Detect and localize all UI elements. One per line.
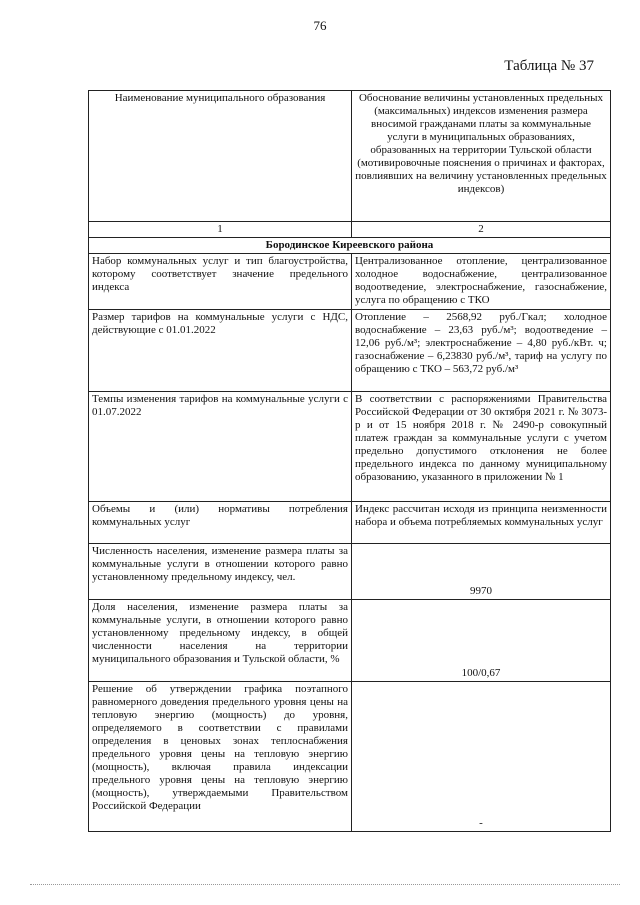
column-number-2: 2 bbox=[352, 222, 611, 238]
row-label: Размер тарифов на коммунальные услуги с НДС, действующие с 01.01.2022 bbox=[89, 309, 352, 391]
table-row bbox=[89, 309, 611, 391]
column-number-row bbox=[89, 222, 611, 238]
row-label: Доля населения, изменение размера платы за коммунальные услуги, в отношении которого равно установленному предельному индексу, в общей численности населения на территории муниципального образования и Тульской области, % bbox=[89, 599, 352, 681]
index-justification-table bbox=[88, 90, 611, 832]
row-label: Решение об утверждении графика поэтапного равномерного доведения предельного уровня цены на тепловую энергию (мощность) до уровня, определяемого в соответствии с правилами определения в ценовых зонах теплоснабжения предельного уровня цены на тепловую энергию (мощность), включая правила индексации предельного уровня цены на тепловую энергию (мощность), утверждаемыми Правительством Российской Федерации bbox=[89, 681, 352, 831]
row-label: Объемы и (или) нормативы потребления коммунальных услуг bbox=[89, 501, 352, 543]
row-label: Набор коммунальных услуг и тип благоустройства, которому соответствует значение предельного индекса bbox=[89, 253, 352, 309]
page-number: 76 bbox=[313, 18, 327, 33]
column-number-1: 1 bbox=[89, 222, 352, 238]
table-row bbox=[89, 253, 611, 309]
header-justification: Обоснование величины установленных предельных (максимальных) индексов изменения размера вносимой гражданами платы за коммунальные услуги в муниципальных образованиях, образованных на территории Тульской области (мотивировочные пояснения о причинах и факторах, повлиявших на величину установленных предельных индексов) bbox=[352, 91, 611, 222]
row-value: Отопление – 2568,92 руб./Гкал; холодное водоснабжение – 23,63 руб./м³; водоотведение – 12,06 руб./м³; электроснабжение – 4,80 руб./кВт. ч; газоснабжение – 6,23830 руб./м³, тариф на услугу по обращению с ТКО – 563,72 руб./м³ bbox=[352, 309, 611, 391]
table-row bbox=[89, 501, 611, 543]
section-title: Бородинское Киреевского района bbox=[89, 237, 611, 253]
table-row bbox=[89, 391, 611, 501]
row-value: 100/0,67 bbox=[352, 599, 611, 681]
table-row bbox=[89, 681, 611, 831]
table-label: Таблица № 37 bbox=[504, 58, 594, 74]
table-row bbox=[89, 543, 611, 599]
row-label: Темпы изменения тарифов на коммунальные услуги с 01.07.2022 bbox=[89, 391, 352, 501]
row-value: Индекс рассчитан исходя из принципа неизменности набора и объема потребляемых коммунальных услуг bbox=[352, 501, 611, 543]
section-row bbox=[89, 237, 611, 253]
row-value: В соответствии с распоряжениями Правительства Российской Федерации от 30 октября 2021 г. № 3073-р и от 15 ноября 2018 г. № 2490-р совокупный платеж граждан за коммунальные услуги с учетом предельно допустимого отклонения не более предельного индекса по данному муниципальному образованию, указанного в приложении № 1 bbox=[352, 391, 611, 501]
table-header-row bbox=[89, 91, 611, 222]
row-value: Централизованное отопление, централизованное холодное водоснабжение, централизованное водоотведение, электроснабжение, газоснабжение, услуга по обращению с ТКО bbox=[352, 253, 611, 309]
table-row bbox=[89, 599, 611, 681]
row-value: 9970 bbox=[352, 543, 611, 599]
row-label: Численность населения, изменение размера платы за коммунальные услуги в отношении которого равно установленному предельному индексу, чел. bbox=[89, 543, 352, 599]
row-value: - bbox=[352, 681, 611, 831]
scan-artifact-line bbox=[30, 884, 620, 885]
header-municipality: Наименование муниципального образования bbox=[89, 91, 352, 222]
